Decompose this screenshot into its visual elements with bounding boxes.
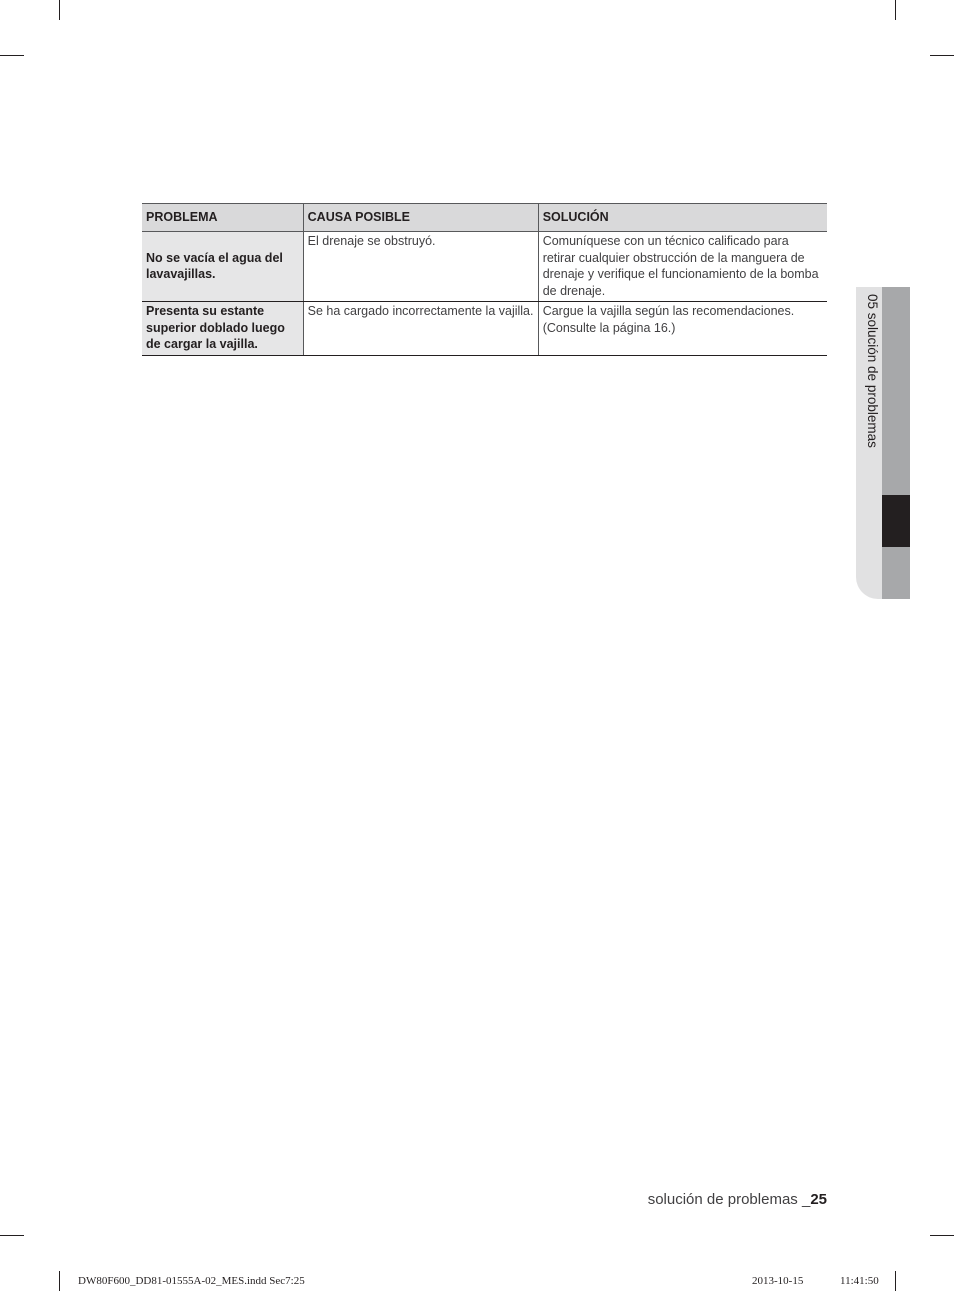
header-causa-posible: CAUSA POSIBLE — [303, 204, 538, 232]
solution-cell: Comuníquese con un técnico calificado para retirar cualquier obstrucción de la manguera de drenaje y verifique el funcionamiento de la bomba de drenaje. — [538, 232, 827, 302]
crop-mark — [0, 1235, 24, 1236]
crop-mark — [0, 55, 24, 56]
solution-cell: Cargue la vajilla según las recomendaciones. (Consulte la página 16.) — [538, 302, 827, 356]
slug-file: DW80F600_DD81-01555A-02_MES.indd Sec7:25 — [78, 1275, 305, 1287]
table-row — [142, 302, 827, 356]
cause-cell: El drenaje se obstruyó. — [303, 232, 538, 302]
troubleshooting-table — [142, 203, 827, 356]
crop-mark — [895, 1271, 896, 1291]
crop-mark — [59, 1271, 60, 1291]
slug-time: 11:41:50 — [840, 1275, 879, 1287]
problem-cell: Presenta su estante superior doblado luego de cargar la vajilla. — [142, 302, 303, 356]
header-solucion: SOLUCIÓN — [538, 204, 827, 232]
page-footer — [648, 1191, 827, 1208]
cause-cell: Se ha cargado incorrectamente la vajilla. — [303, 302, 538, 356]
problem-cell: No se vacía el agua del lavavajillas. — [142, 232, 303, 302]
crop-mark — [59, 0, 60, 20]
section-tab-strip — [882, 287, 910, 599]
crop-mark — [895, 0, 896, 20]
footer-section-title: solución de problemas _ — [647, 1191, 811, 1208]
page-number: 25 — [810, 1191, 827, 1208]
table-header-row — [142, 204, 827, 232]
crop-mark — [930, 1235, 954, 1236]
section-tab-marker — [882, 495, 910, 547]
slug-date: 2013-10-15 — [752, 1275, 804, 1287]
table-row — [142, 232, 827, 302]
header-problema: PROBLEMA — [142, 204, 303, 232]
section-tab-label: 05 solución de problemas — [865, 294, 880, 448]
crop-mark — [930, 55, 954, 56]
